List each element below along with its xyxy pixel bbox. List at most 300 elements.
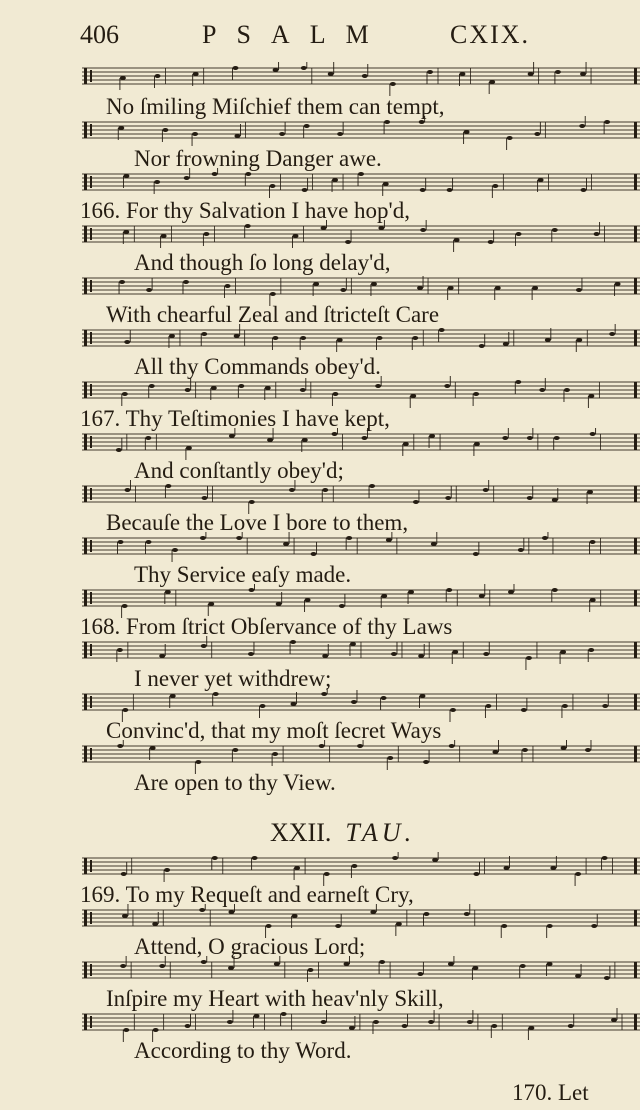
music-note [162,128,168,132]
music-note [483,652,489,656]
music-note [585,748,591,752]
music-note [473,872,479,876]
music-note [349,1026,355,1030]
final-bar [634,434,637,450]
clef-mark [90,280,92,292]
music-staff [82,1008,640,1042]
music-note [185,1024,191,1028]
lyric-line: Becauſe the Love I bore to them, [106,510,409,535]
music-staff [82,852,640,886]
music-note [423,760,429,764]
music-note [120,964,126,968]
lyric-line: Attend, O gracious Lord; [134,934,366,959]
music-note [357,744,363,748]
music-note [604,120,610,124]
music-note [507,136,513,140]
music-note [472,966,478,970]
music-note [467,1020,473,1024]
music-note [489,80,495,84]
music-note [192,132,198,136]
music-note [122,392,128,396]
music-note [417,972,423,976]
clef-mark [84,486,87,502]
music-note [116,448,122,452]
music-note [384,120,390,124]
music-note [534,132,540,136]
music-note [532,286,538,290]
clef-mark [90,592,92,604]
music-note [161,234,167,238]
music-note [279,132,285,136]
music-note [232,748,238,752]
music-note [370,910,376,914]
music-note [528,72,534,76]
music-note [473,552,479,556]
lyric-line: Are open to thy View. [134,770,336,795]
music-note [375,384,381,388]
music-note [473,392,479,396]
lyric-line: 167. Thy Teſtimonies I have kept, [80,406,390,431]
music-note [568,1024,574,1028]
music-note [195,760,201,764]
music-note [575,872,581,876]
music-note [289,488,295,492]
clef-mark [84,642,87,658]
music-note [492,184,498,188]
music-note [464,912,470,916]
final-bar [634,122,637,138]
music-note [432,858,438,862]
music-note [321,1020,327,1024]
music-note [155,74,161,78]
music-note [362,74,368,78]
music-note [273,68,279,72]
music-note [321,692,327,696]
music-note [564,388,570,392]
lyric-line: I never yet withdrew; [134,666,332,691]
music-note [515,380,521,384]
music-note [527,496,533,500]
lyric-line: And though ſo long delay'd, [134,250,391,275]
clef-mark [84,174,87,190]
music-note [351,864,357,868]
music-note [319,744,325,748]
final-bar [634,694,637,710]
music-note [580,72,586,76]
music-note [520,964,526,968]
final-bar [634,330,637,346]
music-note [117,744,123,748]
section-heading [270,818,415,848]
music-note [615,282,621,286]
music-note [550,866,556,870]
music-note [555,70,561,74]
music-note [483,488,489,492]
final-bar [634,174,637,190]
music-note [281,1012,287,1016]
music-note [201,332,207,336]
music-note [332,392,338,396]
lyric-line: Thy Service eaſy made. [134,562,352,587]
music-note [124,340,130,344]
music-note [448,286,454,290]
music-note [120,76,126,80]
music-note [321,226,327,230]
lyric-line: Convinc'd, that my moſt ſecret Ways [106,718,442,743]
final-bar [634,1014,637,1030]
lyric-line: According to thy Word. [134,1038,352,1063]
lyric-line: With chearful Zeal and ſtricteſt Care [106,302,440,327]
music-note [526,656,532,660]
music-note [576,288,582,292]
music-note [153,1028,159,1032]
music-staff [82,324,640,358]
music-note [459,72,465,76]
clef-mark [84,962,87,978]
music-note [403,442,409,446]
music-note [118,126,124,130]
music-note [522,748,528,752]
music-note [118,540,124,544]
music-note [431,542,437,546]
music-note [154,180,160,184]
lyric-line: Inſpire my Heart with heav'nly Skill, [106,986,444,1011]
music-note [270,292,276,296]
music-note [417,286,423,290]
final-bar [634,278,637,294]
music-note [199,908,205,912]
music-note [123,1028,129,1032]
music-note [283,542,289,546]
music-note [562,704,568,708]
music-note [119,280,125,284]
music-note [503,342,509,346]
music-staff [82,62,640,96]
music-note [117,648,123,652]
music-note [576,338,582,342]
music-note [491,1024,497,1028]
music-note [122,708,128,712]
clef-mark [84,858,87,874]
music-note [547,962,553,966]
music-note [201,960,207,964]
clef-mark [90,748,92,760]
music-note [339,604,345,608]
music-note [369,484,375,488]
music-note [245,224,251,228]
music-staff [82,168,640,202]
music-note [272,752,278,756]
music-staff [82,220,640,254]
music-note [159,964,165,968]
music-note [186,446,192,450]
music-note [300,336,306,340]
music-note [193,72,199,76]
lyric-line: 168. From ſtrict Obſervance of thy Laws [80,614,453,639]
music-note [495,286,501,290]
page-header [80,20,640,54]
music-note [590,540,596,544]
music-note [378,226,384,230]
music-note [554,436,560,440]
music-note [301,66,307,70]
music-note [361,436,367,440]
clef-mark [84,910,87,926]
music-note [300,388,306,392]
music-note [322,654,328,658]
music-note [311,552,317,556]
music-note [590,598,596,602]
music-note [371,282,377,286]
final-bar [634,226,637,242]
music-note [200,536,206,540]
music-note [420,228,426,232]
clef-mark [90,1016,92,1028]
music-note [449,744,455,748]
music-note [412,336,418,340]
music-note [552,498,558,502]
music-note [304,124,310,128]
music-note [234,134,240,138]
music-note [332,178,338,182]
clef-mark [90,644,92,656]
music-note [324,872,330,876]
music-note [419,694,425,698]
music-staff [82,636,640,670]
music-note [518,548,524,552]
music-staff [82,428,640,462]
music-note [121,872,127,876]
music-note [276,602,282,606]
lyric-line: Nor frowning Danger awe. [134,146,382,171]
music-staff [82,532,640,566]
clef-mark [90,540,92,552]
music-note [611,1018,617,1022]
music-note [248,588,254,592]
catchword: 170. Let [512,1080,589,1105]
music-note [391,652,397,656]
music-note [211,386,217,390]
music-note [609,332,615,336]
music-note [488,240,494,244]
clef-mark [84,434,87,450]
page-number: 406 [80,20,119,49]
music-note [201,644,207,648]
music-note [232,66,238,70]
music-note [580,188,586,192]
music-note [383,182,389,186]
music-note [538,178,544,182]
music-note [337,132,343,136]
music-note [340,288,346,292]
music-note [410,394,416,398]
music-note [392,856,398,860]
music-note [429,434,435,438]
clef-mark [90,436,92,448]
clef-mark [90,964,92,976]
music-note [381,696,387,700]
clef-mark [90,124,92,136]
music-note [408,590,414,594]
music-note [228,910,234,914]
final-bar [634,68,637,84]
music-note [265,386,271,390]
music-staff [82,688,640,722]
music-note [294,866,300,870]
music-note [579,124,585,128]
music-note [575,974,581,978]
music-note [379,960,385,964]
music-note [328,72,334,76]
music-note [591,924,597,928]
music-note [270,184,276,188]
music-note [419,120,425,124]
final-bar [634,538,637,554]
music-note [444,384,450,388]
music-note [290,640,296,644]
music-note [208,602,214,606]
music-staff [82,116,640,150]
music-note [387,756,393,760]
music-note [587,490,593,494]
music-note [274,962,280,966]
lyric-line: And conſtantly obey'd; [134,458,344,483]
music-note [479,344,485,348]
music-note [254,1014,260,1018]
music-note [302,438,308,442]
music-note [212,856,218,860]
music-note [602,704,608,708]
music-note [377,336,383,340]
music-note [332,432,338,436]
music-note [159,654,165,658]
music-note [164,868,170,872]
section-letter: TAU. [345,818,416,847]
music-note [229,434,235,438]
music-note [308,968,314,972]
clef-mark [84,746,87,762]
clef-mark [84,330,87,346]
clef-mark [84,68,87,84]
music-note [225,284,231,288]
music-note [292,234,298,238]
music-note [594,232,600,236]
music-staff [82,584,640,618]
music-note [185,388,191,392]
music-note [122,914,128,918]
music-note [337,338,343,342]
final-bar [634,962,637,978]
music-note [344,962,350,966]
music-note [260,704,266,708]
music-note [169,334,175,338]
clef-mark [84,122,87,138]
music-note [227,1020,233,1024]
music-staff [82,480,640,514]
music-note [266,924,272,928]
music-note [521,708,527,712]
lyric-line: No ſmiling Miſchief them can tempt, [106,94,445,119]
music-note [267,438,273,442]
music-note [165,484,171,488]
music-note [149,384,155,388]
final-bar [634,382,637,398]
music-note [450,708,456,712]
music-note [350,642,356,646]
music-note [448,962,454,966]
music-note [561,746,567,750]
clef-mark [90,70,92,82]
music-note [123,174,129,178]
music-note [423,912,429,916]
music-note [165,590,171,594]
music-note [122,604,128,608]
final-bar [634,746,637,762]
music-note [212,172,218,176]
music-note [454,238,460,242]
music-note [292,914,298,918]
music-note [560,650,566,654]
clef-mark [84,1014,87,1030]
music-note [202,496,208,500]
music-note [428,1020,434,1024]
music-note [123,230,129,234]
music-note [150,746,156,750]
music-note [228,966,234,970]
lyric-line: 166. For thy Salvation I have hop'd, [80,198,410,223]
music-note [203,232,209,236]
music-note [547,924,553,928]
music-note [447,188,453,192]
music-note [322,488,328,492]
music-note [413,500,419,504]
music-note [302,188,308,192]
music-note [427,70,433,74]
final-bar [634,858,637,874]
music-note [602,856,608,860]
music-note [381,594,387,598]
music-note [183,280,189,284]
music-note [351,700,357,704]
music-note [508,590,514,594]
music-note [236,536,242,540]
music-note [439,328,445,332]
music-note [184,176,190,180]
clef-mark [84,382,87,398]
music-note [358,172,364,176]
clef-mark [90,384,92,396]
music-note [402,1024,408,1028]
music-note [539,388,545,392]
music-note [146,540,152,544]
music-note [492,750,498,754]
music-note [552,228,558,232]
lyric-line: All thy Commands obey'd. [134,354,381,379]
music-staff [82,376,640,410]
music-note [542,536,548,540]
music-staff [82,956,640,990]
music-note [145,436,151,440]
final-bar [634,642,637,658]
clef-mark [84,226,87,242]
music-note [245,172,251,176]
music-note [504,866,510,870]
music-note [386,538,392,542]
music-note [474,442,480,446]
music-note [170,694,176,698]
clef-mark [84,538,87,554]
music-note [527,436,533,440]
